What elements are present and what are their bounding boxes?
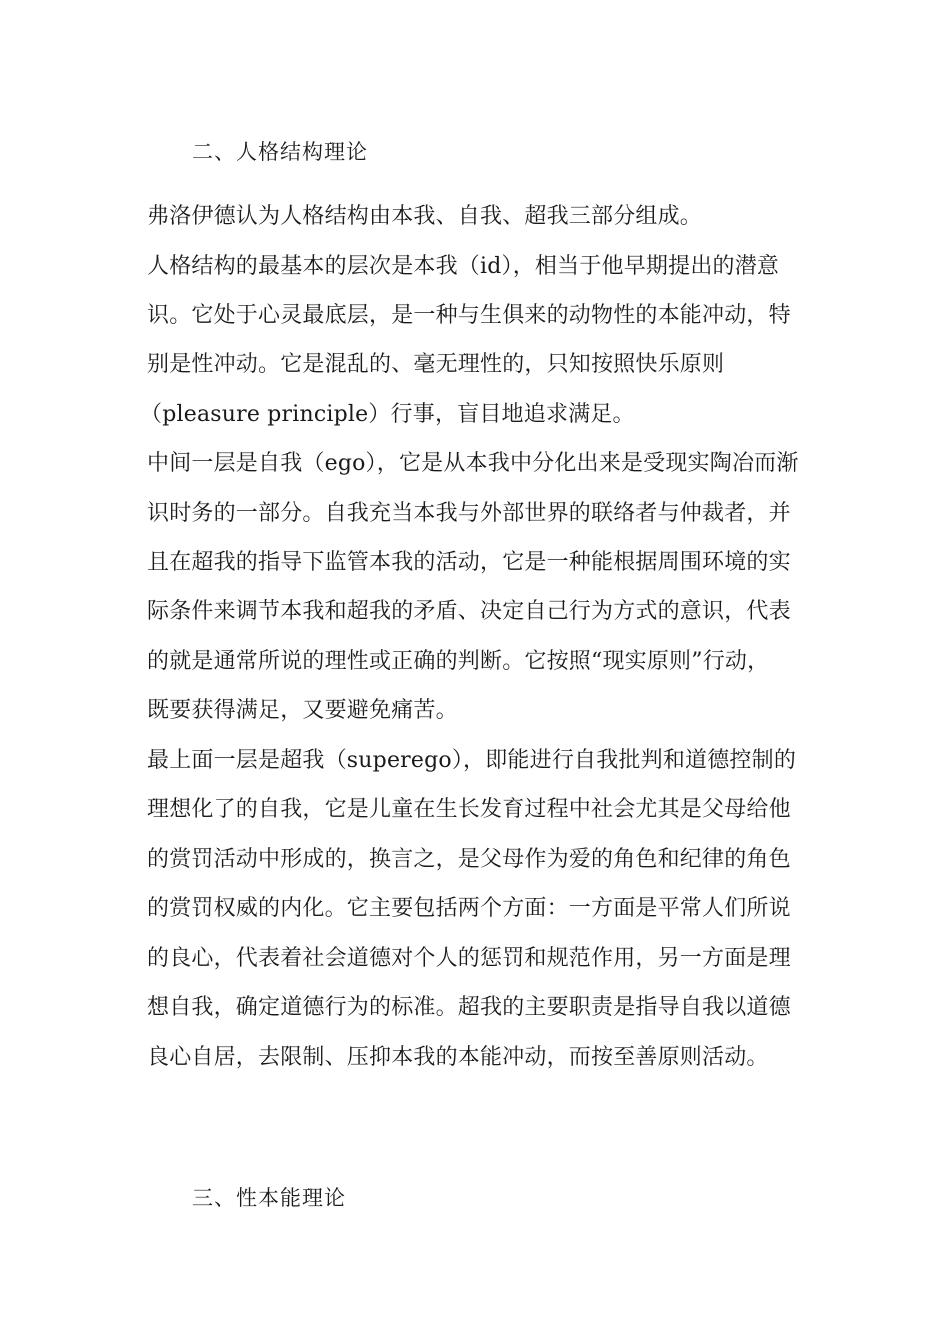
paragraph-line: 的赏罚权威的内化。它主要包括两个方面：一方面是平常人们所说 — [147, 896, 791, 921]
paragraph-line: （pleasure principle）行事，盲目地追求满足。 — [140, 402, 635, 427]
section-heading-sexual-instinct: 三、性本能理论 — [192, 1186, 346, 1210]
paragraph-line: 的良心，代表着社会道德对个人的惩罚和规范作用，另一方面是理 — [147, 946, 791, 971]
paragraph-line: 的就是通常所说的理性或正确的判断。它按照“现实原则”行动， — [147, 649, 770, 674]
paragraph-line: 的赏罚活动中形成的，换言之，是父母作为爱的角色和纪律的角色 — [147, 847, 791, 872]
paragraph-line: 别是性冲动。它是混乱的、毫无理性的，只知按照快乐原则 — [147, 352, 725, 377]
paragraph-line: 良心自居，去限制、压抑本我的本能冲动，而按至善原则活动。 — [147, 1045, 769, 1070]
paragraph-line: 最上面一层是超我（superego），即能进行自我批判和道德控制的 — [147, 748, 797, 773]
paragraph-line: 既要获得满足，又要避免痛苦。 — [147, 698, 458, 723]
paragraph-line: 际条件来调节本我和超我的矛盾、决定自己行为方式的意识，代表 — [147, 599, 791, 624]
paragraph-line: 理想化了的自我，它是儿童在生长发育过程中社会尤其是父母给他 — [147, 797, 791, 822]
paragraph-line: 中间一层是自我（ego），它是从本我中分化出来是受现实陶冶而渐 — [147, 451, 799, 476]
paragraph-line: 且在超我的指导下监管本我的活动，它是一种能根据周围环境的实 — [147, 550, 791, 575]
paragraph-line: 人格结构的最基本的层次是本我（id），相当于他早期提出的潜意 — [147, 254, 780, 279]
section-heading-personality-structure: 二、人格结构理论 — [192, 140, 368, 164]
paragraph-line: 识。它处于心灵最底层，是一种与生俱来的动物性的本能冲动，特 — [147, 303, 791, 328]
paragraph-line: 想自我，确定道德行为的标准。超我的主要职责是指导自我以道德 — [147, 995, 791, 1020]
paragraph-line: 弗洛伊德认为人格结构由本我、自我、超我三部分组成。 — [147, 204, 703, 229]
paragraph-line: 识时务的一部分。自我充当本我与外部世界的联络者与仲裁者，并 — [147, 501, 791, 526]
